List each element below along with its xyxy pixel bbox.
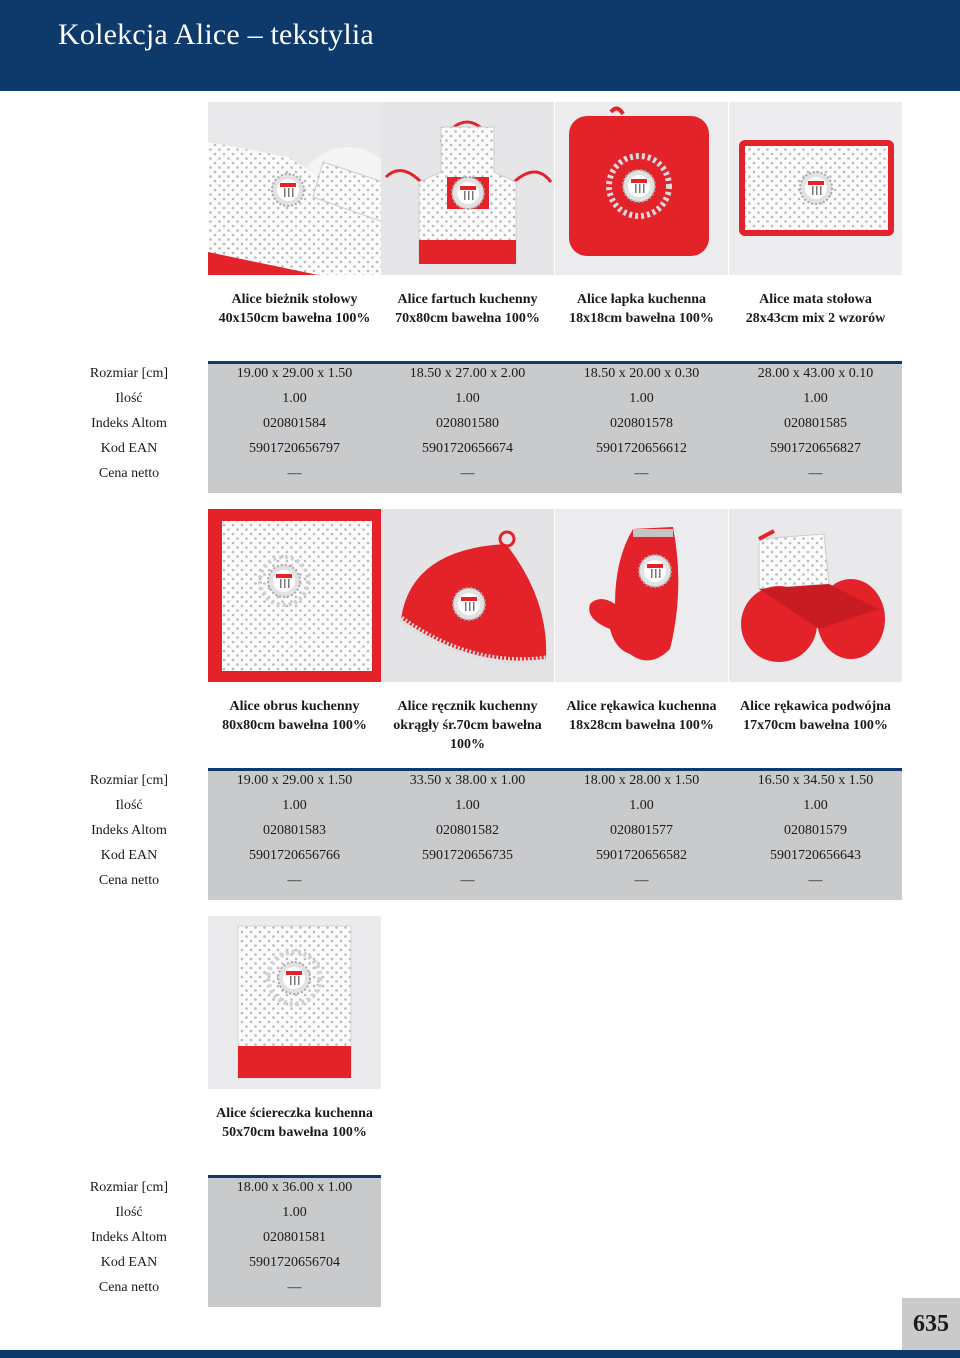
product-photo-apron[interactable]	[381, 102, 554, 275]
row-label-price: Cena netto	[98, 1280, 160, 1295]
cell-price: —	[460, 466, 475, 481]
cell-price: —	[460, 873, 475, 888]
cell-ean: 5901720656674	[422, 441, 513, 456]
cell-size: 19.00 x 29.00 x 1.50	[236, 366, 353, 381]
product-photo-round-towel[interactable]	[381, 509, 554, 682]
product-name-line: 18x18cm bawełna 100%	[569, 311, 714, 326]
cell-ean: 5901720656612	[596, 441, 687, 456]
row-label-price: Cena netto	[98, 873, 160, 888]
row-label-size: Rozmiar [cm]	[89, 773, 169, 788]
row-label-ean: Kod EAN	[100, 1255, 158, 1270]
cell-index: 020801578	[610, 416, 673, 431]
cell-qty: 1.00	[803, 391, 828, 406]
product-name	[381, 697, 554, 754]
row-label-ean: Kod EAN	[100, 441, 158, 456]
product-name-line: Alice obrus kuchenny	[229, 699, 360, 714]
row-label-size: Rozmiar [cm]	[89, 1180, 169, 1195]
product-name-line: Alice ściereczka kuchenna	[216, 1106, 373, 1121]
cell-qty: 1.00	[282, 391, 307, 406]
product-name	[208, 697, 381, 735]
cell-size: 18.00 x 36.00 x 1.00	[236, 1180, 353, 1195]
product-name-line: Alice rękawica kuchenna	[566, 699, 717, 714]
product-name	[555, 290, 728, 328]
cell-price: —	[287, 873, 302, 888]
cell-index: 020801580	[436, 416, 499, 431]
cell-ean: 5901720656766	[249, 848, 340, 863]
product-name	[208, 290, 381, 328]
cell-ean: 5901720656643	[770, 848, 861, 863]
product-photo-pot-holder[interactable]	[555, 102, 728, 275]
cell-price: —	[808, 873, 823, 888]
cell-index: 020801583	[263, 823, 326, 838]
cell-size: 19.00 x 29.00 x 1.50	[236, 773, 353, 788]
cell-size: 18.00 x 28.00 x 1.50	[583, 773, 700, 788]
product-name-line: Alice mata stołowa	[759, 292, 872, 307]
cell-qty: 1.00	[455, 798, 480, 813]
product-name	[208, 1104, 381, 1142]
cell-price: —	[634, 873, 649, 888]
cell-ean: 5901720656582	[596, 848, 687, 863]
product-name-line: 40x150cm bawełna 100%	[218, 311, 371, 326]
product-photo-oven-mitt[interactable]	[555, 509, 728, 682]
product-name-line: 80x80cm bawełna 100%	[222, 718, 367, 733]
product-photo-tea-towel[interactable]	[208, 916, 381, 1089]
row-label-index: Indeks Altom	[91, 823, 167, 838]
page-header	[0, 0, 960, 91]
footer-bar	[0, 1350, 960, 1358]
product-photo-table-runner[interactable]	[208, 102, 381, 275]
product-photo-double-mitt[interactable]	[729, 509, 902, 682]
row-label-qty: Ilość	[115, 798, 143, 813]
row-label-qty: Ilość	[115, 391, 143, 406]
product-name-line: Alice fartuch kuchenny	[397, 292, 538, 307]
page-number: 635	[902, 1298, 960, 1350]
product-name	[555, 697, 728, 735]
row-label-ean: Kod EAN	[100, 848, 158, 863]
cell-size: 18.50 x 20.00 x 0.30	[583, 366, 700, 381]
cell-price: —	[634, 466, 649, 481]
product-name-line: Alice rękawica podwójna	[740, 699, 891, 714]
cell-qty: 1.00	[629, 798, 654, 813]
row-label-size: Rozmiar [cm]	[89, 366, 169, 381]
cell-index: 020801577	[610, 823, 673, 838]
product-name	[729, 290, 902, 328]
cell-ean: 5901720656704	[249, 1255, 340, 1270]
cell-ean: 5901720656827	[770, 441, 861, 456]
cell-size: 18.50 x 27.00 x 2.00	[409, 366, 526, 381]
product-name-line: Alice ręcznik kuchenny	[397, 699, 538, 714]
cell-size: 28.00 x 43.00 x 0.10	[757, 366, 874, 381]
cell-ean: 5901720656735	[422, 848, 513, 863]
cell-qty: 1.00	[282, 798, 307, 813]
cell-qty: 1.00	[629, 391, 654, 406]
product-name-line: Alice łapka kuchenna	[576, 292, 707, 307]
product-name-line: 17x70cm bawełna 100%	[743, 718, 888, 733]
row-label-price: Cena netto	[98, 466, 160, 481]
product-name-line: Alice bieżnik stołowy	[231, 292, 358, 307]
row-label-qty: Ilość	[115, 1205, 143, 1220]
product-name-line: 28x43cm mix 2 wzorów	[745, 311, 886, 326]
product-name	[729, 697, 902, 735]
cell-index: 020801581	[263, 1230, 326, 1245]
cell-index: 020801585	[784, 416, 847, 431]
cell-price: —	[287, 466, 302, 481]
product-name-line: 50x70cm bawełna 100%	[222, 1125, 367, 1140]
cell-size: 33.50 x 38.00 x 1.00	[409, 773, 526, 788]
product-name-line: 70x80cm bawełna 100%	[395, 311, 540, 326]
row-label-index: Indeks Altom	[91, 1230, 167, 1245]
product-photo-placemat[interactable]	[729, 102, 902, 275]
cell-index: 020801584	[263, 416, 326, 431]
row-label-index: Indeks Altom	[91, 416, 167, 431]
product-name-line: okrągły śr.70cm bawełna	[393, 718, 542, 733]
cell-price: —	[287, 1280, 302, 1295]
cell-price: —	[808, 466, 823, 481]
cell-qty: 1.00	[455, 391, 480, 406]
product-name-line: 100%	[450, 737, 485, 752]
cell-qty: 1.00	[282, 1205, 307, 1220]
cell-ean: 5901720656797	[249, 441, 340, 456]
cell-size: 16.50 x 34.50 x 1.50	[757, 773, 874, 788]
product-name-line: 18x28cm bawełna 100%	[569, 718, 714, 733]
product-photo-tablecloth[interactable]	[208, 509, 381, 682]
page-title: Kolekcja Alice – tekstylia	[58, 18, 374, 51]
cell-index: 020801579	[784, 823, 847, 838]
cell-qty: 1.00	[803, 798, 828, 813]
product-name	[381, 290, 554, 328]
cell-index: 020801582	[436, 823, 499, 838]
